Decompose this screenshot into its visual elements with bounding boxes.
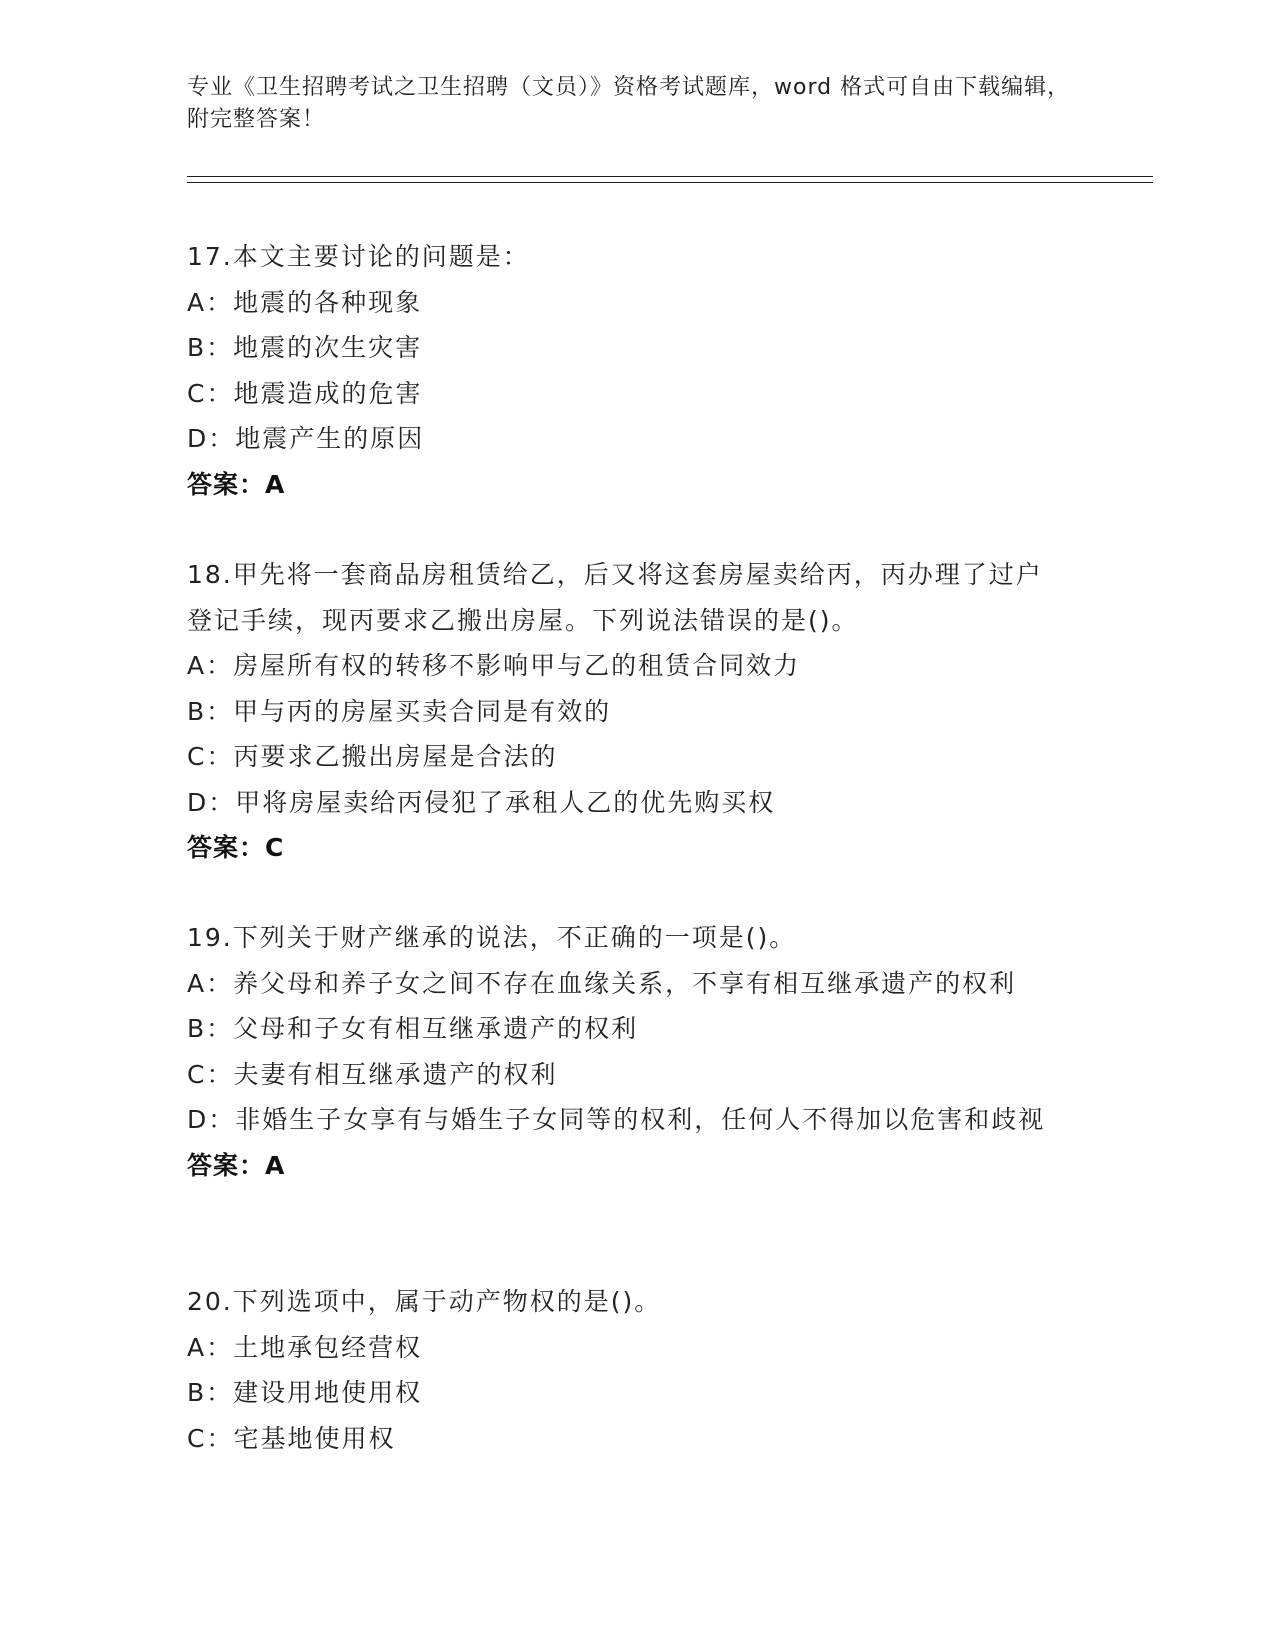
question-20: [187, 1279, 1087, 1461]
question-stem: 19.下列关于财产继承的说法，不正确的一项是()。: [187, 923, 797, 952]
option-a: A：房屋所有权的转移不影响甲与乙的租赁合同效力: [187, 651, 801, 680]
option-c: C：夫妻有相互继承遗产的权利: [187, 1059, 558, 1089]
option-b: B：建设用地使用权: [187, 1378, 423, 1407]
option-c: C：丙要求乙搬出房屋是合法的: [187, 742, 558, 771]
option-b: B：地震的次生灾害: [187, 333, 423, 362]
option-d: D：甲将房屋卖给丙侵犯了承租人乙的优先购买权: [187, 787, 776, 817]
question-17: [187, 234, 1087, 507]
option-d: D：地震产生的原因: [187, 424, 425, 453]
answer-line: 答案：A: [187, 1150, 286, 1180]
option-b: B：父母和子女有相互继承遗产的权利: [187, 1014, 639, 1043]
question-18: [187, 552, 1087, 871]
option-c: C：地震造成的危害: [187, 378, 423, 408]
document-header: 专业《卫生招聘考试之卫生招聘（文员）》资格考试题库，word 格式可自由下载编辑，附完整答案！: [187, 75, 1071, 132]
question-stem: 18.甲先将一套商品房租赁给乙，后又将这套房屋卖给丙，丙办理了过户登记手续，现丙要求乙搬出房屋。下列说法错误的是()。: [187, 560, 1043, 635]
option-a: A：土地承包经营权: [187, 1332, 423, 1362]
answer-line: 答案：C: [187, 833, 285, 862]
header-divider-bottom: [187, 182, 1153, 183]
option-a: A：养父母和养子女之间不存在血缘关系，不享有相互继承遗产的权利: [187, 968, 1017, 998]
option-a: A：地震的各种现象: [187, 287, 423, 317]
option-b: B：甲与丙的房屋买卖合同是有效的: [187, 696, 612, 726]
answer-line: 答案：A: [187, 469, 286, 499]
option-c: C：宅基地使用权: [187, 1423, 396, 1453]
question-19: [187, 915, 1087, 1188]
header-divider-top: [187, 176, 1153, 177]
option-d: D：非婚生子女享有与婚生子女同等的权利，任何人不得加以危害和歧视: [187, 1105, 1046, 1134]
question-stem: 17.本文主要讨论的问题是：: [187, 242, 530, 271]
question-stem: 20.下列选项中，属于动产物权的是()。: [187, 1287, 662, 1316]
